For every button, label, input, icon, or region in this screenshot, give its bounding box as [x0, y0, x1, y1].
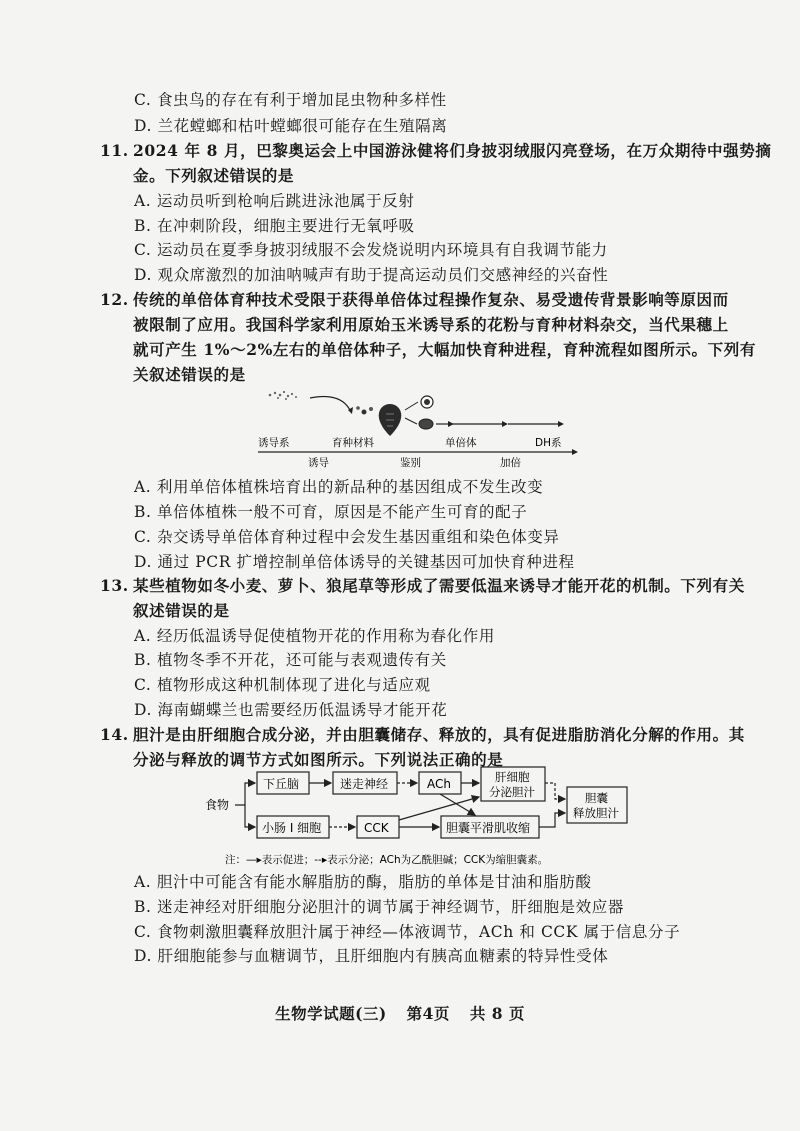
intestine-cell-label: 小肠 I 细胞 [262, 821, 322, 835]
diploid-seed-icon [419, 419, 433, 429]
question-14-option-c: C. 食物刺激胆囊释放胆汁属于神经—体液调节，ACh 和 CCK 属于信息分子 [134, 923, 681, 941]
question-12-stem-line-4: 关叙述错误的是 [133, 365, 246, 384]
footer-title: 生物学试题(三) [275, 1004, 387, 1023]
question-11-option-d: D. 观众席激烈的加油呐喊声有助于提高运动员们交感神经的兴奋性 [134, 266, 609, 284]
pollen-icon [269, 391, 297, 400]
question-11-stem-line-1: 2024 年 8 月，巴黎奥运会上中国游泳健将们身披羽绒服闪亮登场，在万众期待中强势摘 [133, 141, 772, 160]
label-doubling: 加倍 [500, 457, 521, 469]
bile-secretion-label: 分泌胆汁 [489, 785, 535, 799]
option-10d: D. 兰花螳螂和枯叶螳螂很可能存在生殖隔离 [134, 117, 448, 135]
question-14-option-d: D. 肝细胞能参与血糖调节，且肝细胞内有胰高血糖素的特异性受体 [134, 947, 609, 965]
cck-label: CCK [364, 821, 389, 835]
breeding-flow-diagram [240, 380, 580, 470]
question-12-option-b: B. 单倍体植株一般不可育，原因是不能产生可育的配子 [134, 503, 528, 521]
question-12-option-d: D. 通过 PCR 扩增控制单倍体诱导的关键基因可加快育种进程 [134, 553, 575, 571]
question-12-stem-line-3: 就可产生 1%～2%左右的单倍体种子，大幅加快育种进程，育种流程如图所示。下列有 [133, 340, 756, 359]
question-12-stem-line-1: 传统的单倍体育种技术受限于获得单倍体过程操作复杂、易受遗传背景影响等原因而 [133, 290, 729, 309]
question-13-option-d: D. 海南蝴蝶兰也需要经历低温诱导才能开花 [134, 701, 448, 719]
diagram-note: 注：—▸表示促进；--▸表示分泌；ACh为乙酰胆碱；CCK为缩胆囊素。 [225, 854, 549, 866]
question-14-number: 14. [100, 725, 129, 744]
smooth-muscle-label: 胆囊平滑肌收缩 [446, 821, 531, 835]
food-label: 食物 [205, 798, 230, 812]
hypothalamus-label: 下丘脑 [263, 777, 300, 791]
ach-label: ACh [427, 777, 451, 791]
question-12-number: 12. [100, 290, 129, 309]
question-14-stem-line-2: 分泌与释放的调节方式如图所示。下列说法正确的是 [133, 750, 504, 769]
question-11-stem-line-2: 金。下列叙述错误的是 [133, 166, 295, 185]
question-11-option-a: A. 运动员听到枪响后跳进泳池属于反射 [134, 192, 415, 210]
gallbladder-label: 胆囊 [585, 791, 608, 805]
liver-cell-label: 肝细胞 [495, 770, 530, 784]
question-13-number: 13. [100, 576, 129, 595]
question-12-option-c: C. 杂交诱导单倍体育种过程中会发生基因重组和染色体变异 [134, 528, 560, 546]
bile-regulation-diagram [195, 765, 635, 875]
question-11-option-b: B. 在冲刺阶段，细胞主要进行无氧呼吸 [134, 217, 415, 235]
maize-flower-icon [356, 406, 373, 414]
question-14-stem-line-1: 胆汁是由肝细胞合成分泌，并由胆囊储存、释放的，具有促进脂肪消化分解的作用。其 [133, 725, 745, 744]
label-inducer: 诱导系 [258, 437, 290, 449]
question-14-option-a: A. 胆汁中可能含有能水解脂肪的酶，脂肪的单体是甘油和脂肪酸 [134, 873, 592, 891]
question-13-option-c: C. 植物形成这种机制体现了进化与适应观 [134, 676, 431, 694]
option-10c: C. 食虫鸟的存在有利于增加昆虫物种多样性 [134, 91, 447, 109]
label-identification: 鉴别 [400, 457, 421, 469]
curved-arrow-icon [310, 397, 350, 411]
question-12-stem-line-2: 被限制了应用。我国科学家利用原始玉米诱导系的花粉与育种材料杂交，当代果穗上 [133, 315, 729, 334]
question-13-option-a: A. 经历低温诱导促使植物开花的作用称为春化作用 [134, 627, 495, 645]
footer-total-pages: 共 8 页 [469, 1004, 525, 1023]
question-11-number: 11. [100, 141, 129, 160]
label-breeding-material: 育种材料 [332, 437, 374, 449]
label-induction: 诱导 [308, 457, 329, 469]
question-13-option-b: B. 植物冬季不开花，还可能与表观遗传有关 [134, 651, 447, 669]
label-dh-line: DH系 [535, 437, 562, 449]
footer-page-number: 第4页 [406, 1004, 450, 1023]
label-haploid: 单倍体 [445, 437, 477, 449]
question-12-option-a: A. 利用单倍体植株培育出的新品种的基因组成不发生改变 [134, 478, 544, 496]
question-13-stem-line-1: 某些植物如冬小麦、萝卜、狼尾草等形成了需要低温来诱导才能开花的机制。下列有关 [133, 576, 745, 595]
gallbladder-release-label: 释放胆汁 [573, 806, 619, 820]
question-14-option-b: B. 迷走神经对肝细胞分泌胆汁的调节属于神经调节，肝细胞是效应器 [134, 898, 624, 916]
question-13-stem-line-2: 叙述错误的是 [133, 601, 230, 620]
question-11-option-c: C. 运动员在夏季身披羽绒服不会发烧说明内环境具有自我调节能力 [134, 241, 608, 259]
vagus-nerve-label: 迷走神经 [340, 777, 389, 791]
page-footer [0, 1002, 800, 1024]
